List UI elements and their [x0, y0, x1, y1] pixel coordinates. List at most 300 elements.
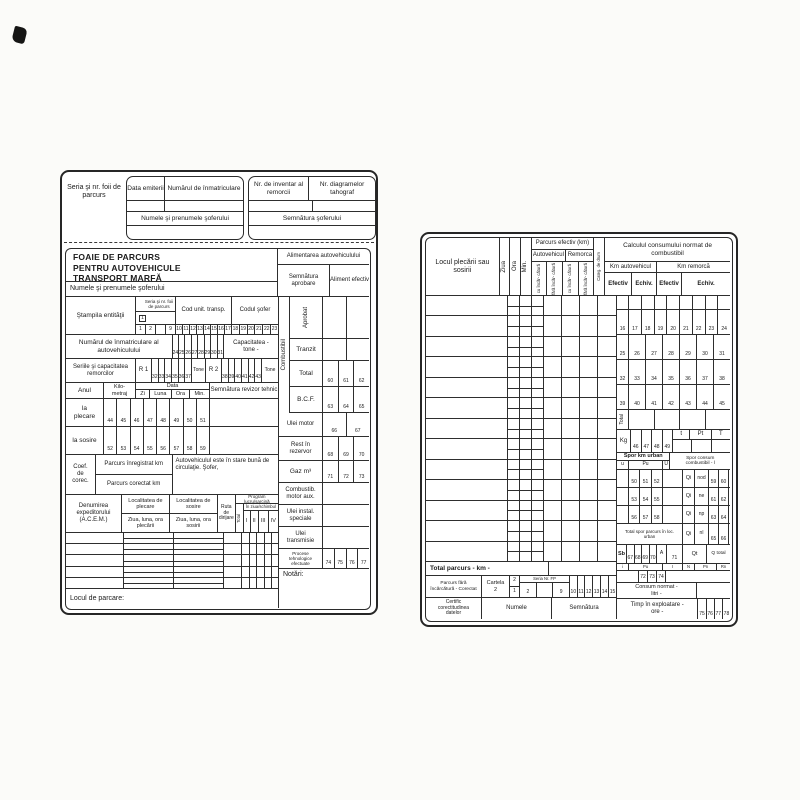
effective-header: Efectiv	[605, 273, 632, 295]
num-cell: 31	[217, 335, 223, 358]
bcf-cells	[323, 387, 369, 412]
loaded-col-header	[532, 262, 548, 295]
num-cell	[641, 296, 654, 309]
title-block	[66, 249, 278, 297]
arrival-cells	[104, 427, 210, 454]
series-mini-label: Seria şi nr. foii de parcurs	[144, 299, 174, 310]
num-cell: 35	[171, 359, 178, 382]
hour-label: Ora	[172, 390, 191, 398]
distance-cell	[562, 398, 580, 417]
num-cell: 9	[552, 583, 569, 597]
month-label: Luna	[150, 390, 172, 398]
shipper-entry-row	[66, 555, 278, 566]
num-cell: 31	[713, 335, 730, 359]
num-cell	[155, 325, 165, 334]
num-cell: 70	[353, 437, 369, 460]
urban-bonus-row-1	[617, 470, 730, 488]
var-label: Pn	[695, 564, 717, 570]
num-cell: 71	[671, 555, 678, 562]
minute-cell	[532, 480, 544, 499]
num-cell: 11	[183, 326, 189, 333]
distance-cell	[598, 521, 616, 540]
num-cell: 33	[634, 376, 640, 383]
distance-cell	[562, 378, 580, 397]
tachograph-diagrams-label: Nr. diagramelor tahograf	[319, 181, 365, 196]
distance-cell	[544, 542, 562, 561]
blank-cell	[224, 555, 242, 565]
journey-entry-row	[426, 337, 616, 357]
blank-cell	[165, 201, 243, 211]
total-distance-row	[426, 562, 616, 576]
num-cell: 74	[325, 560, 332, 567]
urban-bonus-header: Spor km urban	[617, 453, 669, 461]
capacity-label: Capacitatea - tone -	[233, 339, 269, 353]
bcf-label: B.C.F.	[290, 387, 323, 412]
day-cell	[508, 378, 520, 397]
num-cell: 73	[353, 461, 369, 482]
urban-cells	[629, 488, 663, 505]
num-cell: 47	[641, 430, 652, 452]
driver-name-label: Numele şi prenumele şoferului	[127, 212, 243, 226]
distance-cell	[544, 480, 562, 499]
num-cell: 68	[634, 545, 642, 563]
num-cell: 66	[331, 428, 338, 435]
transmission-oil-label: Ulei transmisie	[279, 527, 323, 548]
minute-cell	[532, 419, 544, 438]
num-cell: 26	[634, 351, 640, 358]
q-cells	[709, 524, 729, 544]
empty-col-header	[547, 262, 563, 295]
num-cell: 60	[718, 470, 728, 487]
corrected-distance-label: Parcurs corectat km	[107, 481, 161, 488]
num-cell: 17	[632, 326, 638, 333]
num-cell: 62	[718, 488, 728, 505]
trailers-label: Seriile şi capacitatea remorcilor	[66, 359, 136, 382]
blank-cell	[250, 567, 257, 577]
distance-cell	[580, 521, 598, 540]
blank-cell	[174, 555, 224, 565]
day-cell	[508, 521, 520, 540]
blank-cell	[250, 544, 257, 554]
num-cell: 53	[631, 497, 637, 504]
blank-cell	[224, 533, 242, 543]
issue-data-box	[126, 176, 244, 240]
num-cell: 12	[584, 576, 592, 597]
blank-cell	[174, 567, 224, 577]
blank-cell	[174, 533, 224, 543]
calc-total-label: Total	[618, 414, 625, 425]
unit-code-cells	[176, 325, 232, 334]
name-label: Numele	[482, 598, 552, 619]
distance-cell	[580, 460, 598, 479]
num-cell: 13	[593, 589, 600, 596]
blank-cell	[66, 555, 124, 565]
num-cell: 33	[158, 359, 165, 382]
blank-cell	[663, 506, 683, 523]
var-label: Rn	[720, 563, 727, 569]
num-cell: 19	[240, 326, 247, 333]
distance-cell	[598, 501, 616, 520]
blank-cell	[673, 440, 692, 452]
entity-stamp-label: Ştampila entităţii	[66, 297, 136, 334]
minute-cell	[532, 439, 544, 458]
num-cell: 14	[204, 326, 210, 333]
day-cell	[508, 542, 520, 561]
special-oil-cells	[323, 505, 369, 526]
num-cell: 53	[116, 427, 129, 454]
title-line-3: TRANSPORT MARFĂ	[73, 273, 162, 283]
blank-cell	[224, 544, 242, 554]
empty-distance-label: Parcurs fără încărcătură - Corectat	[426, 576, 482, 597]
blank-cell	[666, 571, 730, 582]
num-cell: 47	[143, 399, 156, 426]
blank-cell	[224, 578, 242, 588]
distance-cell	[580, 419, 598, 438]
num-cell: 1	[139, 326, 142, 333]
distance-cell	[580, 439, 598, 458]
distance-cell	[544, 296, 562, 315]
engine-oil-cells	[323, 413, 369, 436]
category-cell	[617, 360, 629, 384]
t-header: t	[673, 430, 690, 439]
registration-label: Numărul de înmatriculare al autovehiculului	[66, 335, 173, 358]
q-symbol: Qi	[683, 488, 695, 505]
road-category-label: Categ. de drum	[595, 252, 601, 281]
blank-cell	[210, 427, 278, 454]
num-cell	[323, 297, 346, 338]
journey-entry-row	[426, 296, 616, 316]
num-cell: 32	[619, 376, 626, 383]
aux-fuel-label: Combustib. motor aux.	[279, 483, 323, 504]
num-cell: 36	[178, 359, 185, 382]
q-symbol: Qi	[683, 470, 695, 487]
num-cell: 67	[627, 555, 634, 562]
trailer-km-cells	[680, 385, 730, 409]
certify-label: Certific corectitudinea datelor	[426, 598, 482, 619]
trailer-inventory-label: Nr. de inventar al remorcii	[249, 177, 309, 200]
vehicle-km-cells	[629, 335, 680, 359]
journey-entry-row	[426, 439, 616, 459]
transit-cells	[323, 339, 369, 360]
cells-10-12	[570, 576, 593, 597]
sb-row	[617, 545, 730, 564]
blank-cell	[712, 440, 730, 452]
engine-oil-label: Ulei motor	[279, 413, 323, 436]
hour-cell	[520, 316, 532, 335]
place-cell	[426, 460, 508, 479]
num-cell: 20	[248, 326, 254, 333]
num-cell: 72	[640, 574, 646, 581]
num-cell: 18	[641, 310, 654, 334]
engine-oil-row	[279, 413, 369, 437]
q-code: ne	[695, 488, 709, 505]
distance-cell	[580, 542, 598, 561]
distance-cell	[598, 542, 616, 561]
var-label: N	[683, 564, 695, 570]
num-cell: 65	[710, 536, 717, 543]
trailer-r2-label: R 2	[206, 359, 222, 382]
num-cell: 48	[651, 430, 662, 452]
day-cell	[508, 337, 520, 356]
distance-cell	[598, 296, 616, 315]
num-cell: 75	[334, 549, 346, 568]
card-cell-2: 2	[510, 576, 519, 587]
place-cell	[426, 439, 508, 458]
tech-processes-label: Procese tehnologice efectuate	[279, 549, 323, 568]
routing-label: Ruta de dirijare	[218, 495, 236, 532]
distance-cell	[544, 439, 562, 458]
blank-cell	[124, 533, 174, 543]
num-cell: 36	[685, 376, 691, 383]
num-cell: 68	[327, 452, 334, 459]
vehicle-km-cells	[629, 360, 680, 384]
num-cell: 39	[619, 401, 626, 408]
num-cell	[654, 410, 680, 429]
minute-cell	[532, 460, 544, 479]
blank-cell	[729, 506, 730, 523]
num-cell: 64	[338, 387, 354, 412]
num-cell: 11	[577, 576, 585, 597]
num-cell: 48	[156, 399, 169, 426]
num-cell: 13	[197, 326, 203, 333]
driver-signature-label: Semnătura şoferului	[249, 212, 375, 226]
main-table-box	[425, 237, 733, 622]
correction-row	[66, 455, 278, 495]
card-cell-1: 1	[513, 588, 516, 595]
q-symbol: Qi	[683, 524, 695, 544]
place-cell	[426, 378, 508, 397]
num-cell: 27	[645, 335, 662, 359]
num-cell: 78	[722, 599, 730, 619]
aux-fuel-row	[279, 483, 369, 505]
day-cell	[508, 501, 520, 520]
calc-total-row	[617, 410, 730, 430]
blank-cell	[66, 567, 124, 577]
odometer-label: Kilo- metraj	[104, 383, 136, 398]
fuel-column	[278, 297, 369, 608]
transmission-oil-row	[279, 527, 369, 549]
arrival-label: la sosire	[66, 427, 104, 454]
card-label: Cartela 2	[482, 576, 510, 597]
num-cell: 38	[222, 374, 228, 381]
distance-cell	[544, 419, 562, 438]
num-cell: 51	[639, 470, 650, 487]
q-total-label: Q total	[711, 551, 726, 557]
recorded-distance-label: Parcurs înregistrat km	[96, 455, 172, 475]
num-cell	[323, 483, 369, 504]
num-cell: 34	[164, 359, 171, 382]
fuel-bonus-header: Spor consum combustibil - l	[685, 455, 715, 466]
blank-cells	[680, 410, 730, 429]
blank-cell	[249, 201, 313, 211]
journey-entry-row	[426, 501, 616, 521]
form-page-right	[420, 232, 738, 627]
num-cell: 49	[169, 399, 182, 426]
num-cell: 55	[143, 427, 156, 454]
num-cell	[323, 505, 369, 526]
blank-cell	[265, 578, 272, 588]
num-cell: 69	[641, 545, 649, 563]
num-cell: 23	[705, 310, 718, 334]
corner-ink-mark	[11, 26, 27, 45]
urban-bonus-row-2	[617, 488, 730, 506]
year-label: Anul	[66, 383, 104, 398]
blank-cell	[250, 533, 257, 543]
shift-col-2: II	[251, 511, 259, 532]
issue-blank-row	[127, 201, 243, 212]
place-cell	[426, 357, 508, 376]
num-cell	[666, 296, 679, 309]
num-cell: 16	[218, 326, 224, 333]
distance-cell	[544, 357, 562, 376]
form-page-left	[60, 170, 378, 615]
num-cell	[323, 527, 369, 548]
blank-cell	[242, 555, 250, 565]
stamp-codes-row	[66, 297, 278, 335]
trailer-r1-label: R 1	[136, 359, 152, 382]
distance-cell	[562, 521, 580, 540]
num-cell: 41	[645, 385, 662, 409]
urban-bonus-row-3	[617, 506, 730, 524]
distance-cell	[580, 357, 598, 376]
blank-cell	[697, 583, 730, 598]
shift-col-1: I	[244, 511, 251, 532]
blank-cell	[124, 555, 174, 565]
num-cell: 46	[130, 399, 143, 426]
urban-bonus-header-row	[617, 453, 730, 470]
trailer-blank-row	[249, 201, 375, 212]
hour-cell	[520, 439, 532, 458]
aux-fuel-cells	[323, 483, 369, 504]
num-cell: 69	[338, 437, 354, 460]
distance-cell	[562, 480, 580, 499]
distance-cell	[544, 316, 562, 335]
km-vehicle-header: Km autovehicul	[605, 262, 657, 272]
num-cell	[692, 296, 705, 309]
distance-cell	[598, 337, 616, 356]
var-label: i	[617, 564, 629, 570]
main-form-box	[65, 248, 371, 610]
q-code: nod	[695, 470, 709, 487]
trailer-km-cells	[680, 360, 730, 384]
calc-row-2	[617, 335, 730, 360]
tech-processes-cells	[323, 549, 369, 568]
form-title	[66, 249, 277, 282]
blank-cell	[692, 440, 711, 452]
blank-cell	[663, 470, 683, 487]
var-label: I	[663, 564, 683, 570]
journey-entry-row	[426, 357, 616, 377]
distance-cell	[562, 337, 580, 356]
num-cell: 15	[608, 576, 616, 597]
blank-cell	[548, 562, 616, 575]
trailer-r1-cells	[152, 359, 192, 382]
num-cell: 46	[632, 444, 639, 451]
calc-row-4	[617, 385, 730, 410]
vehicle-subheader: Autovehicul	[532, 250, 567, 261]
shift-col-3: III	[259, 511, 269, 532]
vehicle-km-cells	[629, 310, 680, 334]
num-cell: 52	[651, 470, 662, 487]
shipper-header-row	[66, 495, 278, 533]
work-program-label: Program lucru/sarcină	[236, 495, 278, 504]
place-cell	[426, 419, 508, 438]
series-fp-cells	[520, 583, 569, 597]
u-header: u	[617, 461, 629, 469]
num-cell: 34	[645, 360, 662, 384]
a-cells	[667, 545, 683, 563]
num-cell: 9	[165, 325, 175, 334]
blank-cell	[257, 533, 264, 543]
num-cell: 56	[156, 427, 169, 454]
num-cell: 2	[145, 325, 155, 334]
special-oil-row	[279, 505, 369, 527]
urban-total-row	[617, 524, 730, 545]
fuel-calc-section	[616, 296, 730, 619]
fuel-calc-header: Calculul consumului normat de combustibil	[605, 238, 730, 262]
q-cells	[709, 506, 729, 523]
num-cell: 63	[327, 404, 334, 411]
num-cell: 76	[346, 549, 358, 568]
blank-cell	[617, 506, 629, 523]
blank-cell	[617, 296, 629, 309]
place-cell	[426, 316, 508, 335]
pt-header: Pt	[690, 430, 711, 439]
q-code: np	[695, 506, 709, 523]
num-cell: 40	[634, 401, 640, 408]
hour-label: Ora	[511, 261, 518, 272]
date-group	[136, 383, 210, 398]
num-cell	[654, 296, 667, 309]
blank-cell	[265, 567, 272, 577]
road-category-header	[594, 238, 605, 295]
distance-cell	[598, 357, 616, 376]
journey-entry-row	[426, 398, 616, 418]
blank-cell	[124, 544, 174, 554]
num-cell: 21	[683, 326, 689, 333]
num-cell: 27	[191, 335, 197, 358]
num-cell: 52	[107, 446, 113, 453]
table-header	[426, 238, 730, 296]
num-cell: 28	[662, 335, 679, 359]
series-number-cells	[136, 325, 176, 334]
empty-label: fără încăr- cătură	[551, 262, 557, 295]
actual-refuel-label: Aliment efectiv	[329, 277, 369, 284]
tone-label: Tone	[192, 359, 206, 382]
hour-cell	[520, 501, 532, 520]
blank-cell	[617, 470, 629, 487]
gas-cells	[323, 461, 369, 482]
calc-empty-row	[617, 296, 730, 310]
minute-cell	[532, 542, 544, 561]
series-number-label: Seria şi nr. foii de parcurs	[67, 184, 121, 199]
blank-cell	[313, 201, 375, 211]
distance-cell	[562, 357, 580, 376]
blank-cell	[617, 488, 629, 505]
num-cell: 43	[685, 401, 691, 408]
num-cell: 72	[338, 461, 354, 482]
distance-cell	[598, 460, 616, 479]
blank-cell	[174, 544, 224, 554]
blank-cell	[242, 567, 250, 577]
empty-col-header	[579, 262, 594, 295]
special-oil-label: Ulei instal. speciale	[279, 505, 323, 526]
blank-cell	[66, 544, 124, 554]
category-cell	[617, 385, 629, 409]
distance-cell	[580, 480, 598, 499]
place-cell	[426, 337, 508, 356]
fuel-band-label: Combustibil	[280, 339, 287, 371]
